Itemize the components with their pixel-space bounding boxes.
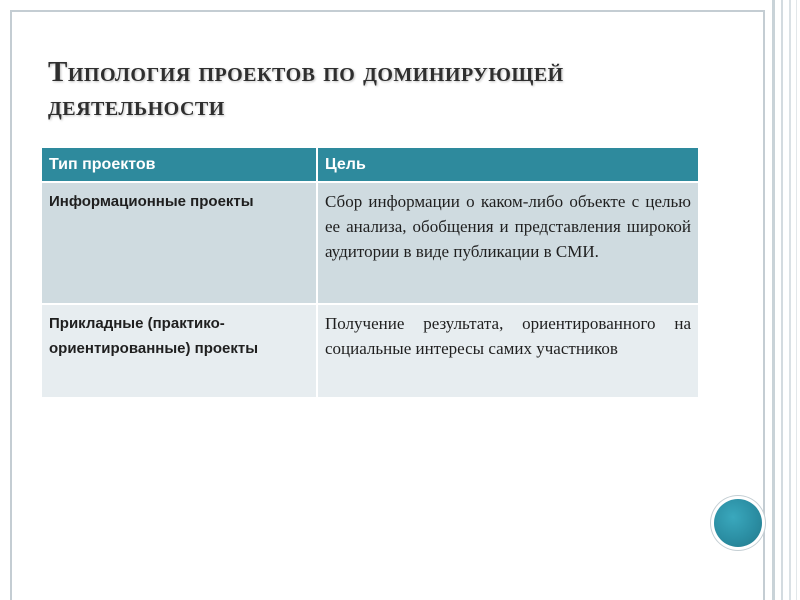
typology-table <box>42 148 698 397</box>
slide-title-line-1: Типология проектов по доминирующей <box>48 56 564 88</box>
cell-project-type: Прикладные (практико-ориентированные) проекты <box>42 304 317 397</box>
slide-title-line-2: деятельности <box>48 90 225 122</box>
decorative-line <box>796 0 797 600</box>
header-goal: Цель <box>317 148 698 182</box>
decorative-line <box>789 0 791 600</box>
slide-title <box>48 55 728 123</box>
table-header-row <box>42 148 698 182</box>
decorative-line <box>781 0 783 600</box>
cell-project-type: Информационные проекты <box>42 182 317 304</box>
table-row <box>42 304 698 397</box>
cell-goal: Сбор информации о каком-либо объекте с целью ее анализа, обобщения и представления широкой аудитории в виде публикации в СМИ. <box>317 182 698 304</box>
table-row <box>42 182 698 304</box>
teal-circle-icon[interactable] <box>714 499 762 547</box>
cell-goal: Получение результата, ориентированного на социальные интересы самих участников <box>317 304 698 397</box>
header-project-type: Тип проектов <box>42 148 317 182</box>
decorative-line <box>772 0 775 600</box>
